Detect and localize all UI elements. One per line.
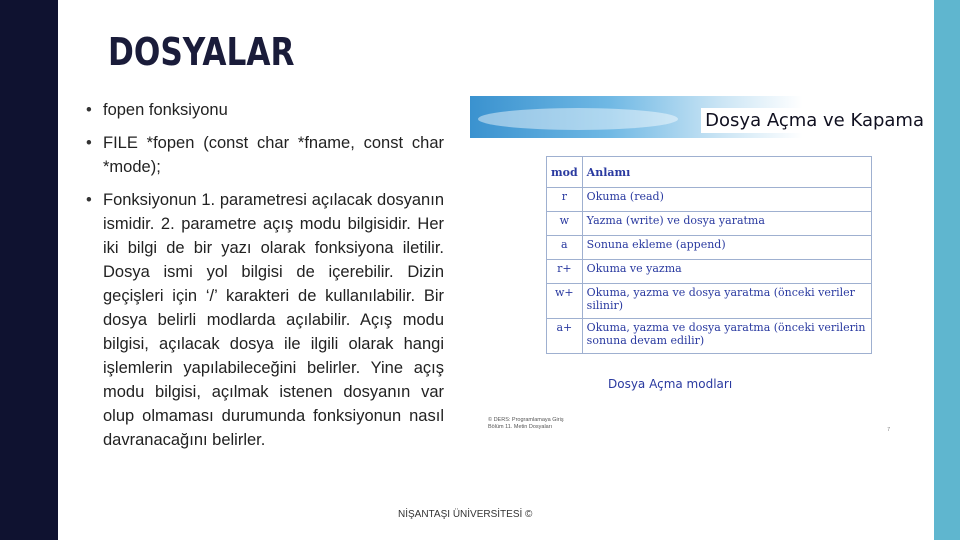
meaning-cell: Yazma (write) ve dosya yaratma: [582, 212, 871, 236]
table-row: [547, 260, 872, 284]
figure-title: Dosya Açma ve Kapama: [701, 108, 928, 133]
mode-cell: r: [547, 188, 583, 212]
mode-cell: a+: [547, 319, 583, 354]
bullet-list: [86, 98, 444, 461]
bullet-item: • Fonksiyonun 1. parametresi açılacak dosyanın ismidir. 2. parametre açış modu bilgisidir. Her iki bilgi de bir yazı olarak fonksiyona iletilir. Dosya ismi yol bilgisi de içerebilir. Dizin geçişleri için ‘/’ karakteri de kullanılabilir. Bir dosya belirli modlarda açılabilir. Açış modu bilgisi, açılacak dosya ile ilgili olarak hangi işlemlerin yapılabileceğini belirler. Yine açış modu bilgisi, açılmak istenen dosyanın var olup olmaması durumunda fonksiyonun nasıl davranacağını belirler.: [86, 188, 444, 452]
meaning-cell: Okuma (read): [582, 188, 871, 212]
table-row: [547, 319, 872, 354]
table-header-mod: mod: [547, 157, 583, 188]
bullet-item: • fopen fonksiyonu: [86, 98, 444, 122]
mode-table-figure: [470, 96, 932, 441]
mode-table: [546, 156, 872, 354]
mode-cell: r+: [547, 260, 583, 284]
table-row: [547, 284, 872, 319]
right-decor-strip: [934, 0, 960, 540]
table-header-meaning: Anlamı: [582, 157, 871, 188]
table-header-row: [547, 157, 872, 188]
figure-page-number: 7: [887, 427, 890, 433]
mode-cell: w: [547, 212, 583, 236]
table-row: [547, 236, 872, 260]
mode-cell: w+: [547, 284, 583, 319]
credit-line: Bölüm 11. Metin Dosyaları: [488, 424, 553, 430]
mode-cell: a: [547, 236, 583, 260]
bullet-item: • FILE *fopen (const char *fname, const char *mode);: [86, 131, 444, 179]
meaning-cell: Okuma, yazma ve dosya yaratma (önceki verilerin sonuna devam edilir): [582, 319, 871, 354]
meaning-cell: Okuma, yazma ve dosya yaratma (önceki veriler silinir): [582, 284, 871, 319]
banner-swoosh-decor: [478, 108, 678, 130]
meaning-cell: Okuma ve yazma: [582, 260, 871, 284]
table-row: [547, 212, 872, 236]
credit-line: © DERS: Programlamaya Giriş: [488, 417, 564, 423]
footer-copyright: NİŞANTAŞI ÜNİVERSİTESİ ©: [398, 509, 533, 520]
figure-credit: [488, 417, 564, 431]
slide-title: DOSYALAR: [108, 30, 295, 74]
meaning-cell: Sonuna ekleme (append): [582, 236, 871, 260]
figure-caption: Dosya Açma modları: [608, 377, 733, 391]
table-row: [547, 188, 872, 212]
